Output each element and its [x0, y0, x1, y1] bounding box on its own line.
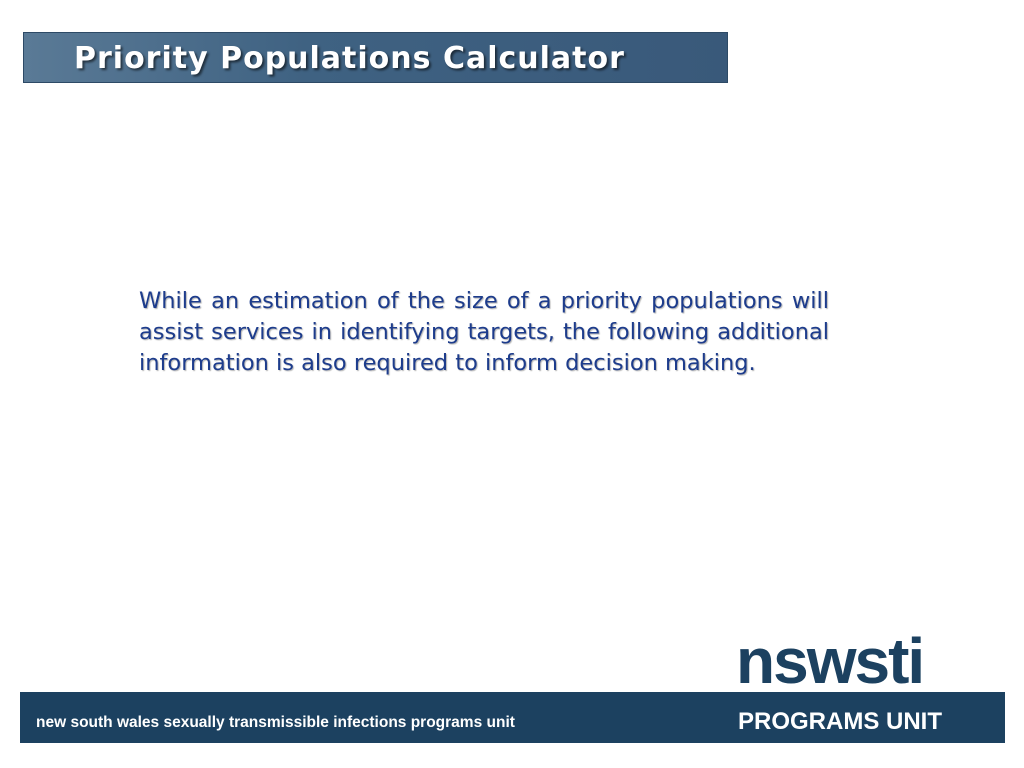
logo-subtitle: PROGRAMS UNIT	[738, 708, 942, 735]
nswsti-logo	[736, 625, 976, 743]
slide-body-text: While an estimation of the size of a priority populations will assist services in identifying targets, the following additional information is also required to inform decision making.	[139, 288, 829, 376]
logo-wordmark: nswsti	[736, 625, 924, 697]
footer-organization-name: new south wales sexually transmissible infections programs unit	[36, 714, 515, 731]
title-bar	[23, 32, 728, 83]
slide-title: Priority Populations Calculator	[74, 41, 625, 76]
